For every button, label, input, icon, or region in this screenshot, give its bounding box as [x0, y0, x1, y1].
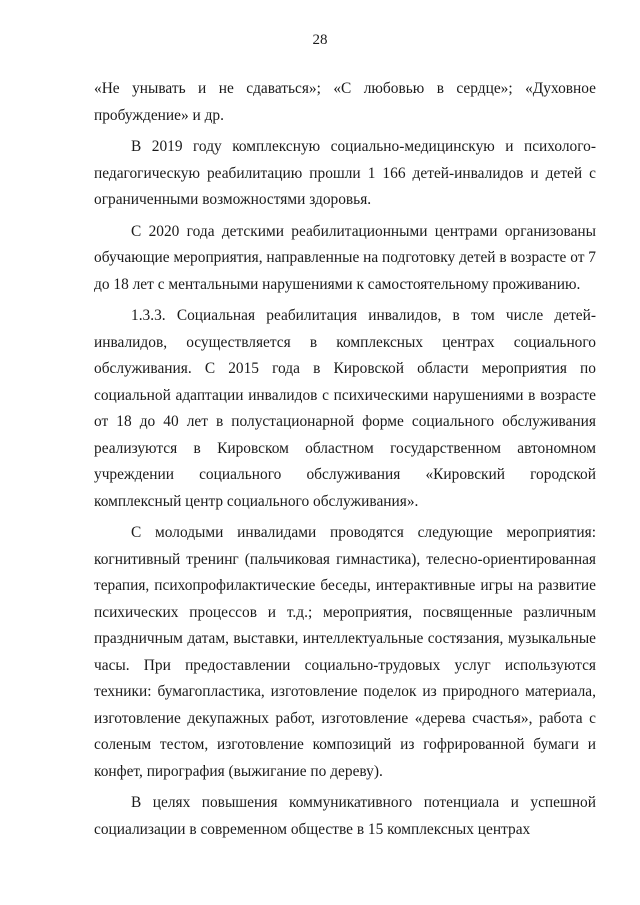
paragraph-5: С молодыми инвалидами проводятся следующие мероприятия: когнитивный тренинг (пальчиковая гимнастика), телесно-ориентированная терапия, психопрофилактические беседы, интерактивные игры на развитие психических процессов и т.д.; мероприятия, посвященные различным праздничным датам, выставки, интеллектуальные состязания, музыкальные часы. При предоставлении социально-трудовых услуг используются техники: бумагопластика, изготовление поделок из природного материала, изготовление декупажных работ, изготовление «дерева счастья», работа с соленым тестом, изготовление композиций из гофрированной бумаги и конфет, пирография (выжигание по дереву). — [94, 524, 596, 780]
paragraph-2: В 2019 году комплексную социально-медицинскую и психолого-педагогическую реабилитацию прошли 1 166 детей-инвалидов и детей с ограниченными возможностями здоровья. — [94, 138, 596, 208]
paragraph-4: 1.3.3. Социальная реабилитация инвалидов, в том числе детей-инвалидов, осуществляется в комплексных центрах социального обслуживания. С 2015 года в Кировской области мероприятия по социальной адаптации инвалидов с психическими нарушениями в возрасте от 18 до 40 лет в полустационарной форме социального обслуживания реализуются в Кировском областном государственном автономном учреждении социального обслуживания «Кировский городской комплексный центр социального обслуживания». — [94, 307, 596, 510]
paragraph-6: В целях повышения коммуникативного потенциала и успешной социализации в современном обществе в 15 комплексных центрах — [94, 794, 596, 838]
paragraph-1: «Не унывать и не сдаваться»; «С любовью в сердце»; «Духовное пробуждение» и др. — [94, 80, 596, 124]
body-text — [94, 76, 596, 848]
paragraph-3: С 2020 года детскими реабилитационными центрами организованы обучающие мероприятия, направленные на подготовку детей в возрасте от 7 до 18 лет с ментальными нарушениями к самостоятельному проживанию. — [94, 222, 596, 293]
page-number: 28 — [312, 32, 328, 48]
